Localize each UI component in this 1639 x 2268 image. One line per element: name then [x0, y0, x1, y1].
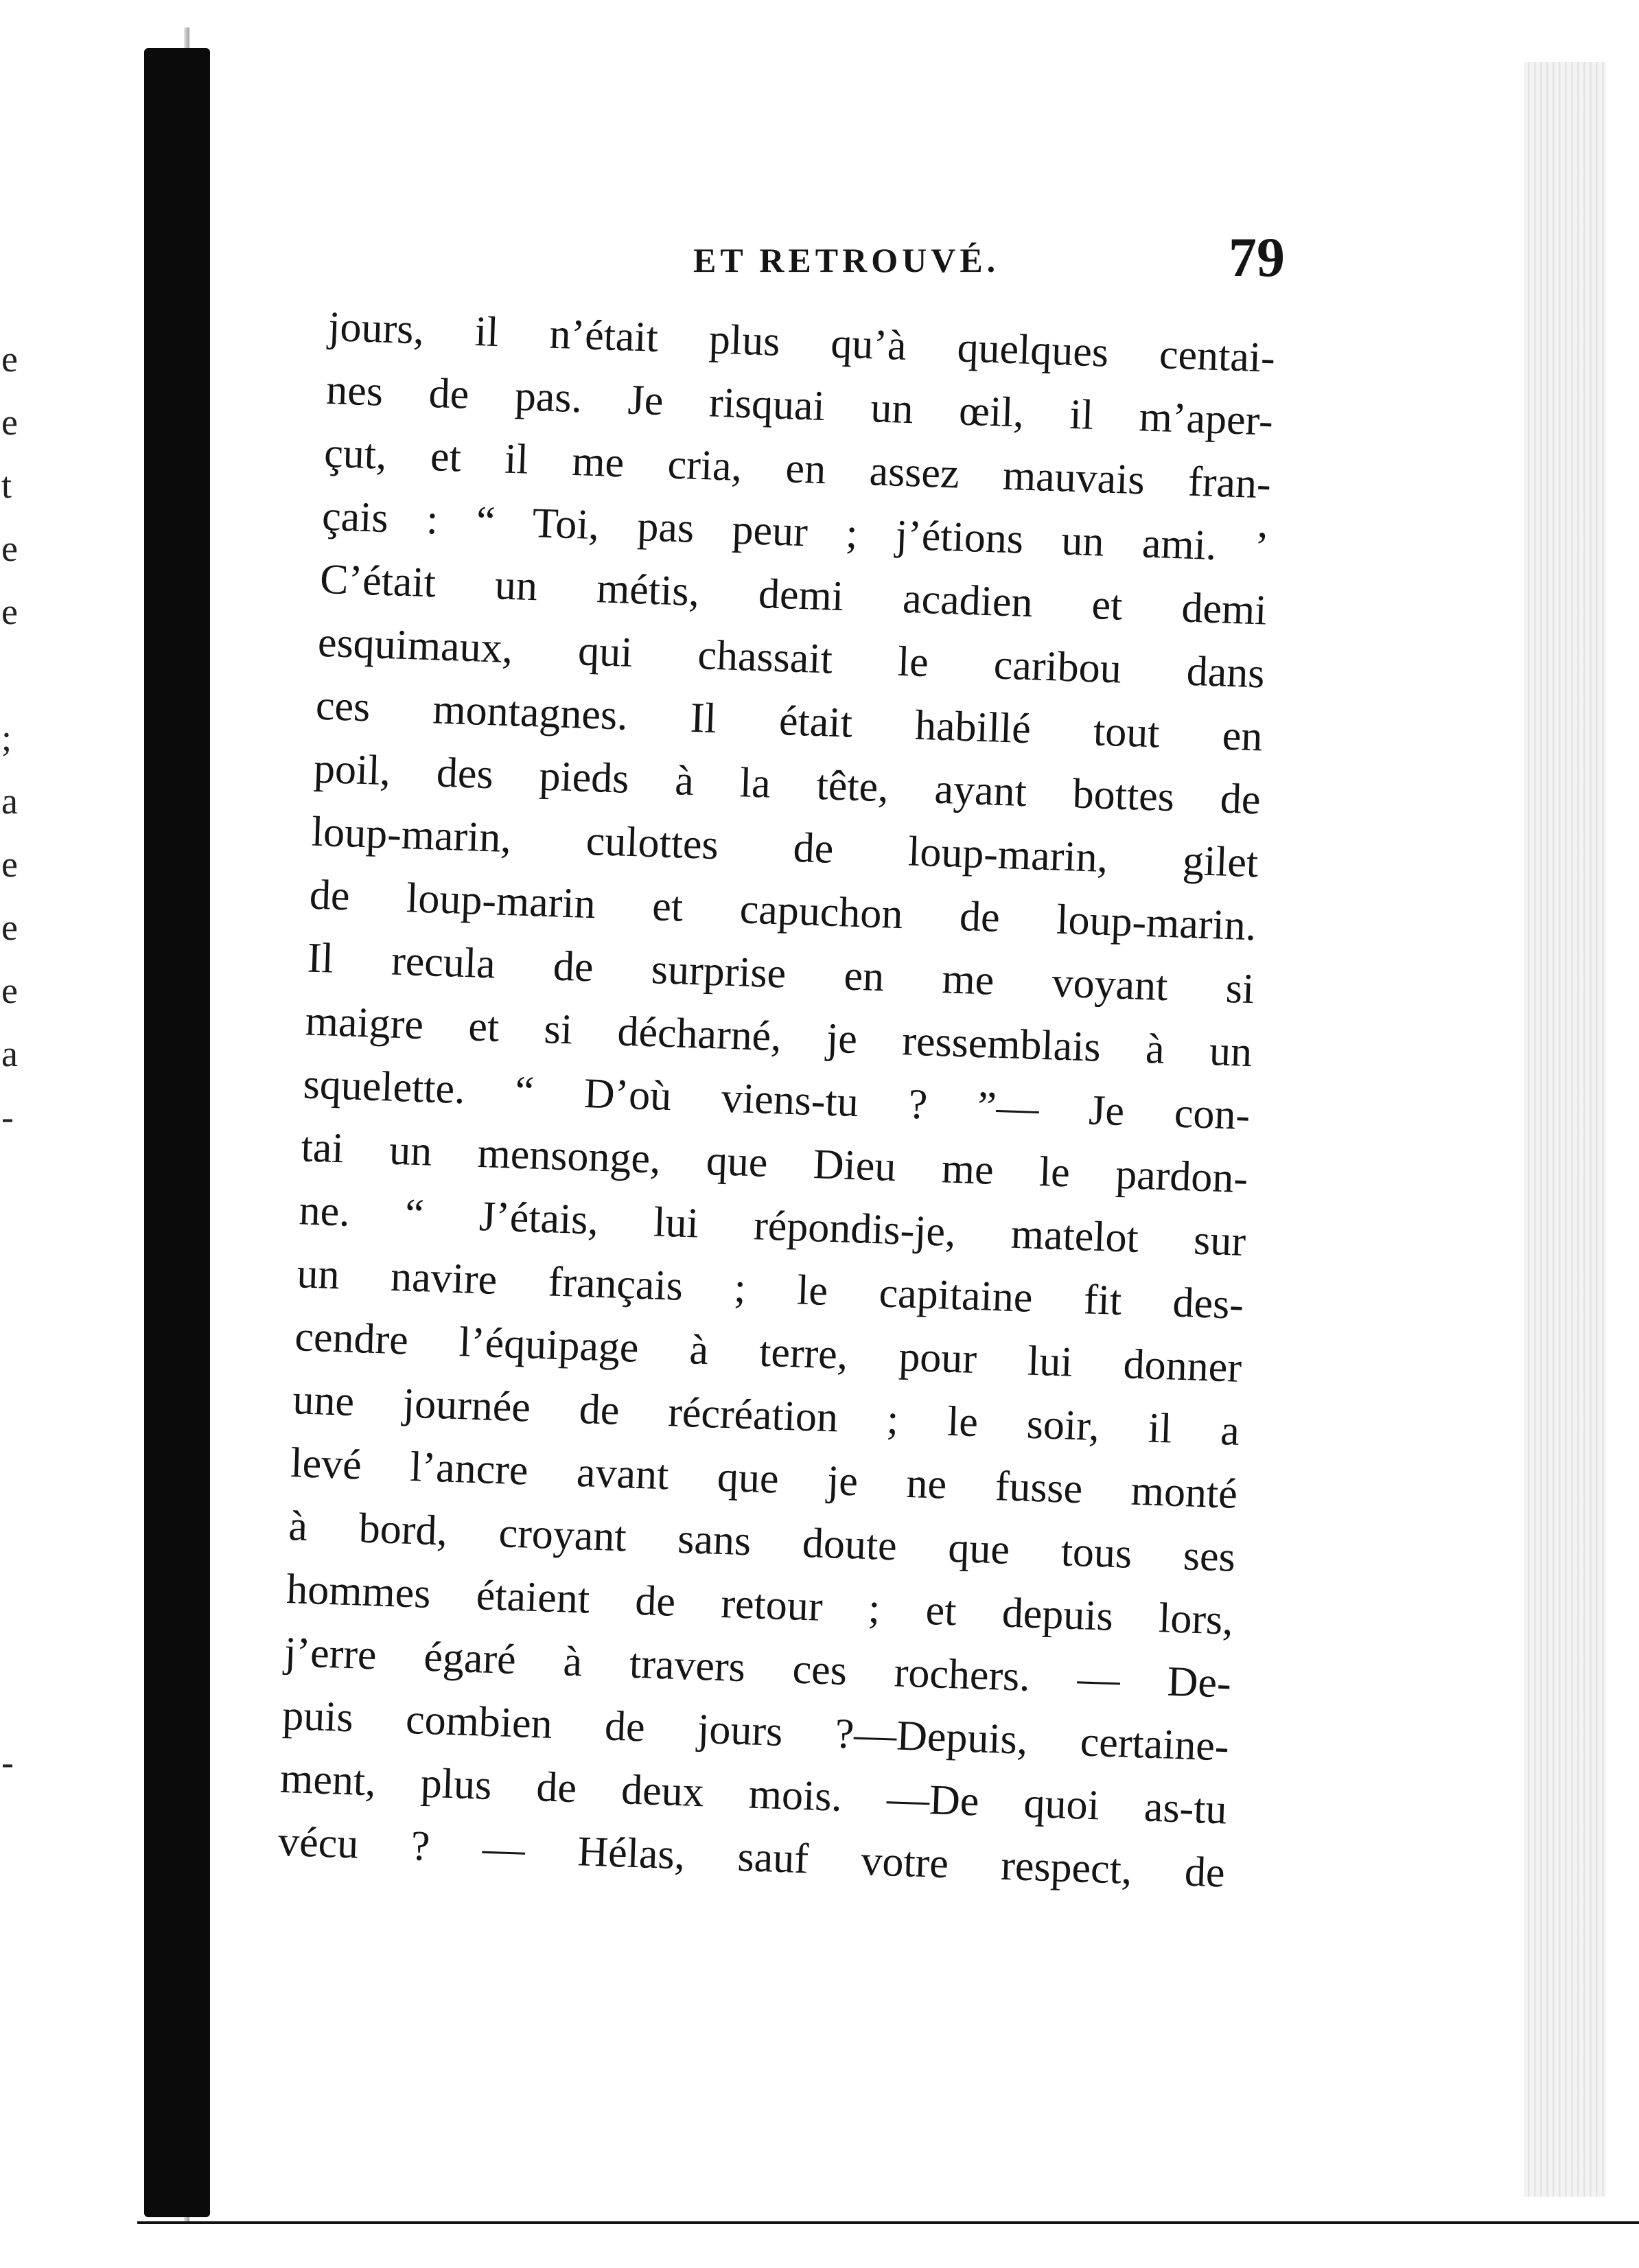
text-line: à bord, croyant sans doute que tous ses — [288, 1503, 1236, 1581]
left-fragment: ; — [1, 717, 12, 759]
left-page-text-fragments — [0, 27, 27, 1812]
text-line: jours, il n’était plus qu’à quelques centai- — [327, 303, 1276, 382]
text-line: ces montagnes. Il était habillé tout en — [315, 682, 1264, 761]
text-line: Il recula de surprise en me voyant si — [306, 934, 1255, 1013]
text-line: loup-marin, culottes de loup-marin, gilet — [310, 808, 1259, 887]
running-head: ET RETROUVÉ. — [693, 241, 1000, 279]
left-fragment: - — [1, 1741, 14, 1783]
text-line: esquimaux, qui chassait le caribou dans — [317, 618, 1266, 697]
left-fragment: e — [1, 591, 18, 632]
page-fore-edge — [1524, 62, 1606, 2197]
text-line: j’erre égaré à travers ces rochers. — De- — [283, 1628, 1232, 1707]
book-gutter-shadow — [144, 48, 210, 2217]
left-fragment: e — [1, 970, 18, 1011]
text-line: une journée de récréation ; le soir, il a — [292, 1376, 1240, 1455]
text-line: ment, plus de deux mois. —De quoi as-tu — [279, 1755, 1228, 1833]
text-line: nes de pas. Je risquai un œil, il m’aper- — [325, 366, 1274, 445]
text-line: vécu ? — Hélas, sauf votre respect, de — [277, 1818, 1226, 1897]
text-line: un navire français ; le capitaine fit des- — [296, 1250, 1245, 1328]
text-line: hommes étaient de retour ; et depuis lors, — [286, 1565, 1234, 1644]
text-line: poil, des pieds à la tête, ayant bottes de — [312, 745, 1262, 824]
text-line: puis combien de jours ?—Depuis, certaine- — [281, 1691, 1230, 1770]
left-fragment: t — [1, 465, 12, 506]
left-fragment: e — [1, 338, 18, 380]
text-line: tai un mensonge, que Dieu me le pardon- — [300, 1124, 1249, 1203]
text-line: squelette. “ D’où viens-tu ? ”— Je con- — [302, 1061, 1251, 1139]
left-fragment: e — [1, 402, 18, 443]
text-line: C’était un métis, demi acadien et demi — [319, 555, 1268, 634]
text-line: çais : “ Toi, pas peur ; j’étions un ami. ’ — [321, 492, 1270, 571]
text-line: cendre l’équipage à terre, pour lui donner — [294, 1313, 1243, 1391]
text-line: ne. “ J’étais, lui répondis-je, matelot sur — [298, 1187, 1247, 1266]
scan-bottom-edge — [137, 2221, 1639, 2224]
left-fragment: - — [1, 1096, 14, 1137]
text-line: levé l’ancre avant que je ne fusse monté — [290, 1439, 1238, 1518]
left-fragment: e — [1, 528, 18, 569]
left-fragment: e — [1, 844, 18, 885]
text-line: çut, et il me cria, en assez mauvais fran- — [323, 429, 1272, 508]
text-line: de loup-marin et capuchon de loup-marin. — [308, 871, 1257, 950]
text-line: maigre et si décharné, je ressemblais à un — [304, 997, 1253, 1076]
left-fragment: e — [1, 907, 18, 948]
scan-top-margin — [0, 0, 1639, 32]
body-text — [277, 295, 1276, 1904]
left-fragment: a — [1, 1033, 18, 1074]
page-number: 79 — [1229, 226, 1285, 288]
left-fragment: a — [1, 780, 18, 822]
